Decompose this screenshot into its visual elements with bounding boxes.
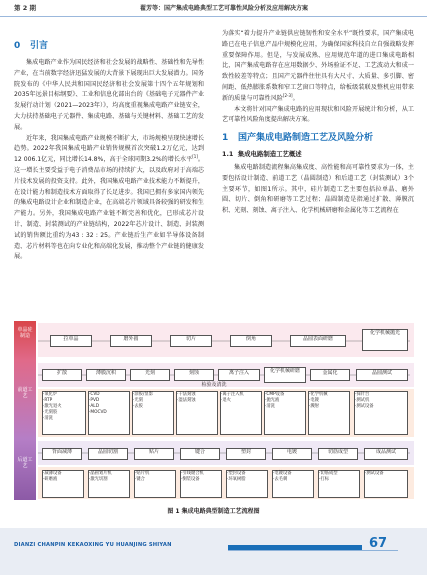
stage-band-2 — [14, 361, 36, 439]
equipment-box: ·化学机械 ·电镀 ·溅射 — [308, 391, 350, 435]
process-box: 切片 — [170, 335, 212, 347]
process-box: 电镀 — [272, 448, 312, 460]
paragraph: 本文将针对国产集成电路的应用现状和风险开展统计和分析，从工艺可靠性风险角度提出解决方案。 — [222, 105, 414, 124]
section-title: 国产集成电路制造工艺及风险分析 — [238, 133, 374, 144]
subsection-title: 集成电路制造工艺概述 — [237, 150, 302, 159]
section-heading-1 — [222, 132, 414, 144]
section-title: 引言 — [30, 41, 49, 51]
section-number: 1 — [222, 133, 229, 144]
equipment-box: ·氧化炉 ·RTP ·激光退火 ·光刻胶 ·清洗 — [42, 391, 86, 435]
stage-band-3 — [14, 439, 36, 500]
process-box: 晶圆表面研磨 — [290, 335, 346, 347]
equipment-box: ·涂胶/显影 ·光刻 ·去胶 — [132, 391, 174, 435]
process-box: 拉单晶 — [50, 335, 92, 347]
issue-number: 第 2 期 — [14, 4, 37, 12]
process-box: 光刻 — [130, 369, 170, 381]
process-box: 刻蚀 — [174, 369, 214, 381]
page-number: 67 — [369, 536, 388, 551]
process-box: 背面减薄 — [42, 448, 82, 460]
paragraph: 集成电路产业作为国民经济和社会发展的战略性、基础性和先导性产业，在当前数字经济迅猛发展的大背景下展现出巨大发展潜力。国务院发布的《中华人民共和国国民经济和社会发展第十四个五年规划和2035年远景目标纲要》、工业和信息化部出台的《基础电子元器件产业发展行动计划（2021—2023年）》，均高度重视集成电路产业链安全，大力扶持基础电子元器件、集成电路、基础与关键材料、基础工艺的发展。 — [14, 59, 204, 131]
stage-label-1: 单晶硅制造 — [17, 327, 33, 339]
equipment-box: ·CMP设备 ·抛光液 ·清洗 — [264, 391, 306, 435]
process-box: 贴片 — [134, 448, 174, 460]
section-heading-intro — [14, 40, 204, 52]
page-footer — [0, 528, 427, 575]
subsection-number: 1.1 — [222, 150, 234, 159]
process-box: 化学机械抛光 — [362, 329, 408, 351]
figure-caption: 图 1 集成电路典型制造工艺流程图 — [167, 508, 260, 515]
process-box: 键合 — [180, 448, 220, 460]
stage-label-3: 后道工艺 — [17, 457, 33, 469]
row-bg-1 — [38, 323, 414, 357]
equipment-box: ·电镀设备 ·去毛刺 — [272, 470, 314, 498]
equipment-box: ·晶圆划片机 ·激光切割 — [88, 470, 130, 498]
paragraph-text: 。 — [292, 94, 299, 102]
equipment-box: ·贴片机 ·键合 — [134, 470, 176, 498]
equipment-box: ·引线键合机 ·倒装设备 — [180, 470, 222, 498]
citation: [2-3] — [282, 92, 293, 98]
process-box: 薄膜沉积 — [86, 369, 126, 381]
equipment-box: ·离子注入机 ·退火 — [220, 391, 262, 435]
equipment-box: ·CVD ·PVD ·ALD ·MOCVD — [88, 391, 130, 435]
inspection-label: 检验及清洗 — [201, 382, 227, 388]
left-column — [14, 40, 204, 263]
right-column — [222, 29, 414, 217]
section-number: 0 — [14, 41, 21, 51]
process-flow-figure — [14, 321, 414, 500]
citation: [1] — [192, 154, 198, 160]
process-box: 倒角 — [230, 335, 272, 347]
paragraph: 集成电路制造流程集高集成度、高性能和高可靠性要求为一体，主要包括设计制造、前道工艺（晶圆制造）和后道工艺（封装测试）3个主要环节，如图1所示。其中，硅片制造工艺主要包括拉单晶、磨外圆、切片、倒角和研磨等工艺过程；晶圆制造是指通过扩散、薄膜沉积、光刻、刻蚀、离子注入、化学机械研磨和金属化等工艺流程在 — [222, 163, 414, 215]
process-box: 塑封 — [226, 448, 266, 460]
paragraph-text: 为落实“着力提升产业链供应链韧性和安全水平”既性要求，国产集成电路已在电子信息产品中规模化应用，为确保国家科技自立自强战略发挥重要保障作用。但是，与发展成熟、应用规范年道的进口集成电路相比，国产集成电路存在应用数据少、外场验证不足、工艺波动大和成一致性较差等特点；且国产元器件往往具有大尺寸、大质量、多引脚、密间距、低热膨胀系数和窄工艺窗口等特点，给板级装联及整机应用带来新的质量与可靠性风险 — [222, 30, 414, 102]
process-box: 晶圆切割 — [88, 448, 128, 460]
page-header — [0, 0, 427, 17]
equipment-box: ·塑封设备 ·环氧树脂 — [226, 470, 268, 498]
paragraph-text: 。这一增长主要受益于电子消费品市场的持续扩大，以及政府对于高端芯片技术发展的投资支持。此外，我国集成电路产业技术能力不断提升，在设计能力和制造技术方面取得了长足进步。我国已拥有多家国内领先的集成电路设计企业和制造企业，在高端芯片领域具备较强的研发和生产能力。另外，我国集成电路产业链不断完善和优化，已形成芯片设计、制造、封装测试的产业链结构，2022年芯片设计、制造、封装测试的销售额比重约为43 : 32 : 25。产业链后生产业如半导体设备制造、芯片材料等也在向专业化和高端化发展，推动整个产业链的健康发展。 — [14, 156, 205, 261]
equipment-box: ·测试设备 — [364, 470, 408, 498]
process-box: 化学机械研磨 — [264, 367, 306, 383]
equipment-box: ·探针台 ·测试机 ·测试设备 — [354, 391, 408, 435]
paragraph-text: 近年来，我国集成电路产业规模不断扩大，市场规模呈现快速增长趋势。2022年我国集成电路产业销售规模首次突破1.2万亿元，达到12 006.1亿元，同比增长14.8%，高于全球同期3.2%的增长水平 — [14, 134, 204, 164]
running-title: 翟芳等：国产集成电路典型工艺可靠性风险分析及应用解决方案 — [140, 5, 309, 12]
process-box: 晶圆测试 — [356, 369, 408, 381]
process-box: 扩散 — [42, 369, 82, 381]
process-box: 金属化 — [310, 369, 350, 381]
equipment-box: ·干法刻蚀 ·湿法刻蚀 — [176, 391, 218, 435]
process-box: 成品测试 — [364, 448, 408, 460]
paragraph — [14, 134, 204, 264]
subsection-heading — [222, 149, 414, 160]
equipment-box: ·减薄设备 ·研磨液 — [42, 470, 84, 498]
paragraph — [222, 29, 414, 105]
process-box: 离子注入 — [218, 369, 260, 381]
process-box: 磨外圆 — [110, 335, 152, 347]
equipment-box: ·切筋成型 ·打标 — [318, 470, 360, 498]
process-box: 切筋成型 — [318, 448, 358, 460]
journal-name: DIANZI CHANPIN KEKAOXING YU HUANJING SHIYAN — [14, 542, 172, 548]
stage-label-2: 前道工艺 — [17, 387, 33, 399]
